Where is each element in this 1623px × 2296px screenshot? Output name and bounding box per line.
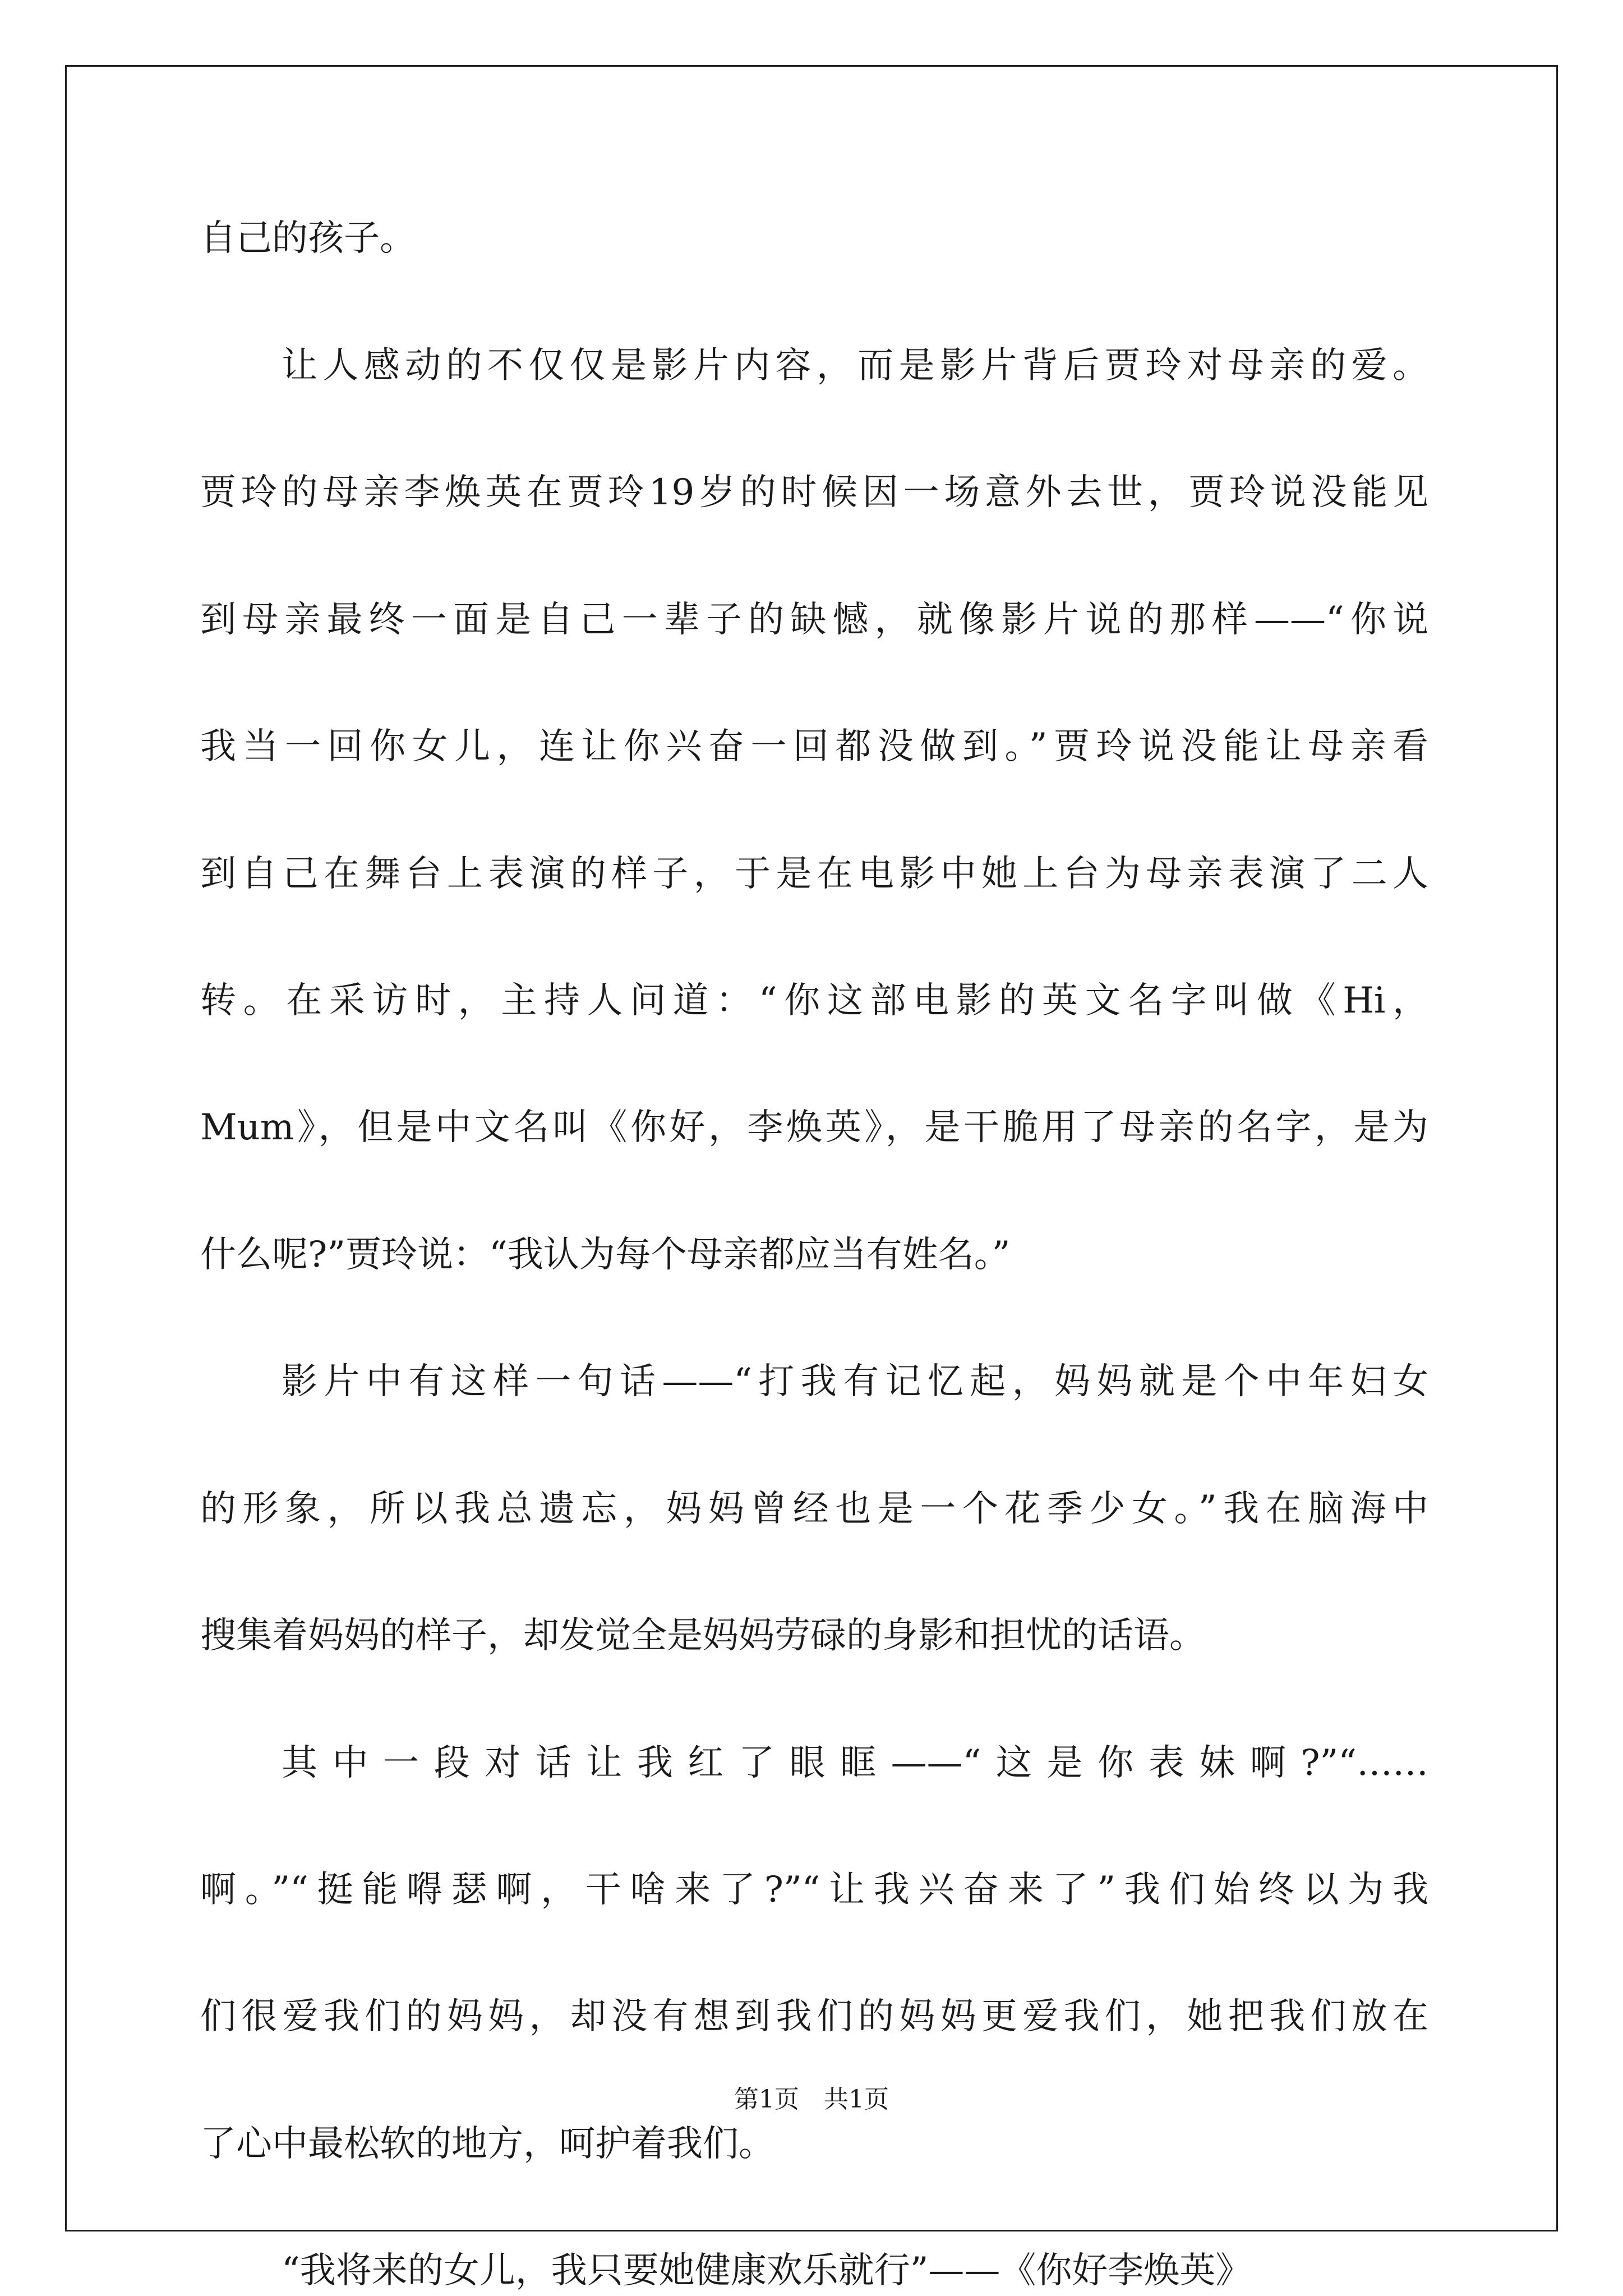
text-line-6: 到自己在舞台上表演的样子，于是在电影中她上台为母亲表演了二人	[200, 853, 1428, 895]
text-line-12: 搜集着妈妈的样子，却发觉全是妈妈劳碌的身影和担忧的话语。	[200, 1615, 1205, 1657]
text-line-2: 让人感动的不仅仅是影片内容，而是影片背后贾玲对母亲的爱。	[282, 345, 1428, 386]
text-line-13: 其中一段对话让我红了眼眶——“这是你表妹啊?”“……	[282, 1742, 1428, 1784]
text-line-4: 到母亲最终一面是自己一辈子的缺憾，就像影片说的那样——“你说	[200, 599, 1428, 641]
text-line-7: 转。在采访时，主持人问道：“你这部电影的英文名字叫做《Hi，	[200, 980, 1428, 1022]
text-line-1: 自己的孩子。	[200, 218, 416, 259]
page-footer: 第1页 共1页	[734, 2085, 889, 2114]
text-line-14: 啊。”“挺能嘚瑟啊，干啥来了?”“让我兴奋来了”我们始终以为我	[200, 1869, 1428, 1911]
text-line-16: 了心中最松软的地方，呵护着我们。	[200, 2123, 774, 2165]
text-line-5: 我当一回你女儿，连让你兴奋一回都没做到。”贾玲说没能让母亲看	[200, 726, 1428, 767]
text-line-17: “我将来的女儿，我只要她健康欢乐就行”——《你好李焕英》	[282, 2250, 1252, 2292]
text-line-10: 影片中有这样一句话——“打我有记忆起，妈妈就是个中年妇女	[282, 1361, 1428, 1402]
text-line-3: 贾玲的母亲李焕英在贾玲19岁的时候因一场意外去世，贾玲说没能见	[200, 472, 1428, 513]
text-line-8: Mum》，但是中文名叫《你好，李焕英》，是干脆用了母亲的名字，是为	[200, 1107, 1428, 1148]
text-line-9: 什么呢?”贾玲说：“我认为每个母亲都应当有姓名。”	[200, 1234, 1011, 1276]
text-line-15: 们很爱我们的妈妈，却没有想到我们的妈妈更爱我们，她把我们放在	[200, 1996, 1428, 2037]
text-line-11: 的形象，所以我总遗忘，妈妈曾经也是一个花季少女。”我在脑海中	[200, 1488, 1428, 1530]
